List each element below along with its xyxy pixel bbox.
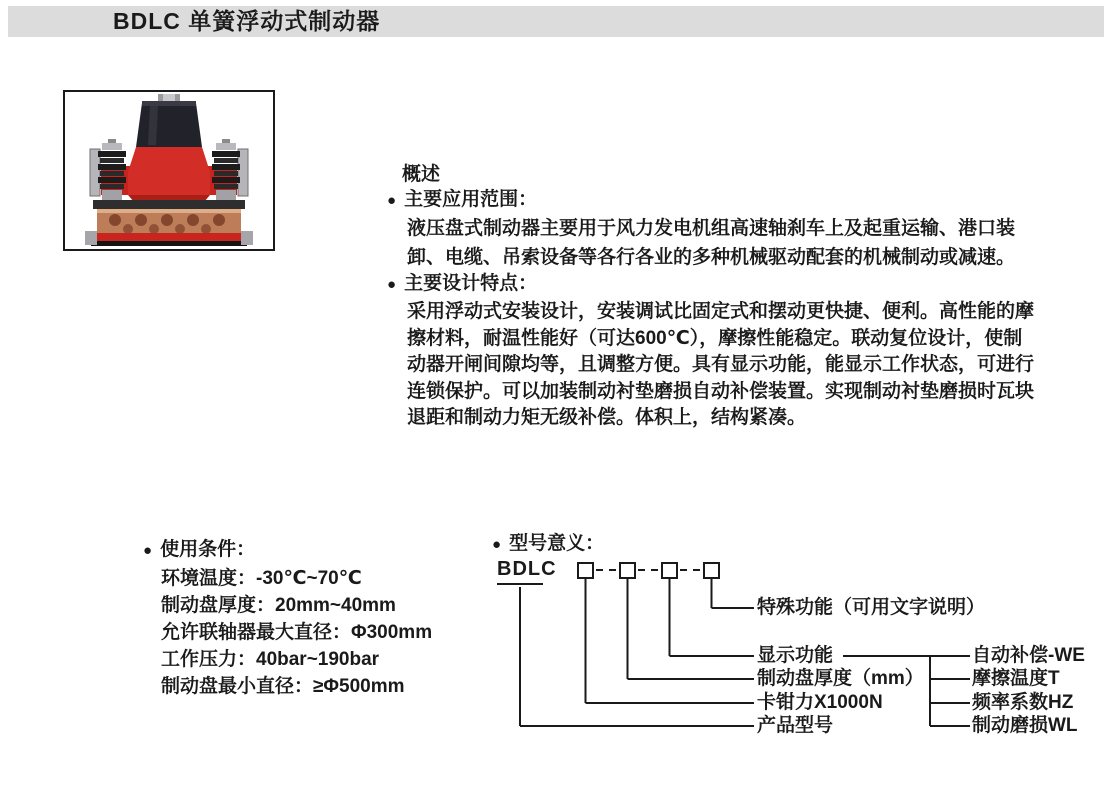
label-product-model: 产品型号 [757, 715, 834, 736]
conditions-list [161, 565, 432, 700]
label-option-auto-compensation: 自动补偿-WE [972, 645, 1085, 666]
features-heading: 主要设计特点： [404, 273, 538, 294]
bullet-icon: ● [387, 192, 397, 209]
model-prefix: BDLC [497, 558, 557, 580]
section-conditions [143, 539, 255, 562]
bullet-icon: ● [492, 536, 502, 553]
label-display-function: 显示功能 [757, 645, 834, 666]
model-heading: 型号意义： [509, 533, 605, 554]
text-line: 擦材料，耐温性能好（可达600℃），摩擦性能稳定。联动复位设计，使制 [407, 327, 1023, 349]
features-text [407, 299, 1034, 432]
bullet-icon: ● [387, 276, 397, 293]
model-diagram [480, 552, 992, 744]
label-special-function: 特殊功能（可用文字说明） [757, 597, 986, 618]
label-option-friction-temp: 摩擦温度T [972, 668, 1060, 689]
overview-heading: 概述 [402, 164, 441, 185]
label-caliper-force: 卡钳力X1000N [757, 692, 883, 713]
product-photo-frame [63, 90, 275, 251]
bullet-icon: ● [143, 542, 153, 559]
label-option-frequency: 频率系数HZ [972, 692, 1074, 713]
text-line: 动器开闸间隙均等，且调整方便。具有显示功能，能显示工作状态，可进行 [407, 354, 1035, 375]
text-line: 卸、电缆、吊索设备等各行各业的多种机械驱动配套的机械制动或减速。 [407, 247, 1016, 268]
text-line: 退距和制动力矩无级补偿。体积上，结构紧凑。 [407, 407, 807, 428]
page-title: BDLC 单簧浮动式制动器 [113, 8, 381, 34]
application-heading: 主要应用范围： [404, 189, 538, 210]
condition-line: 制动盘厚度：20mm~40mm [161, 595, 396, 616]
conditions-heading: 使用条件： [160, 539, 256, 560]
application-text [407, 214, 1015, 272]
section-features [387, 273, 537, 296]
label-option-brake-wear: 制动磨损WL [972, 715, 1078, 736]
text-line: 连锁保护。可以加装制动衬垫磨损自动补偿装置。实现制动衬垫磨损时瓦块 [407, 380, 1035, 402]
condition-line: 允许联轴器最大直径：Φ300mm [161, 622, 433, 643]
condition-line: 环境温度：-30℃~70℃ [161, 568, 362, 589]
section-application [387, 189, 537, 212]
product-photo [65, 92, 273, 249]
text-line: 液压盘式制动器主要用于风力发电机组高速轴刹车上及起重运输、港口装 [407, 218, 1016, 239]
condition-line: 工作压力：40bar~190bar [161, 649, 380, 670]
condition-line: 制动盘最小直径：≥Φ500mm [161, 676, 405, 697]
text-line: 采用浮动式安装设计，安装调试比固定式和摆动更快捷、便利。高性能的摩 [407, 301, 1035, 322]
label-disc-thickness: 制动盘厚度（mm） [757, 668, 924, 689]
